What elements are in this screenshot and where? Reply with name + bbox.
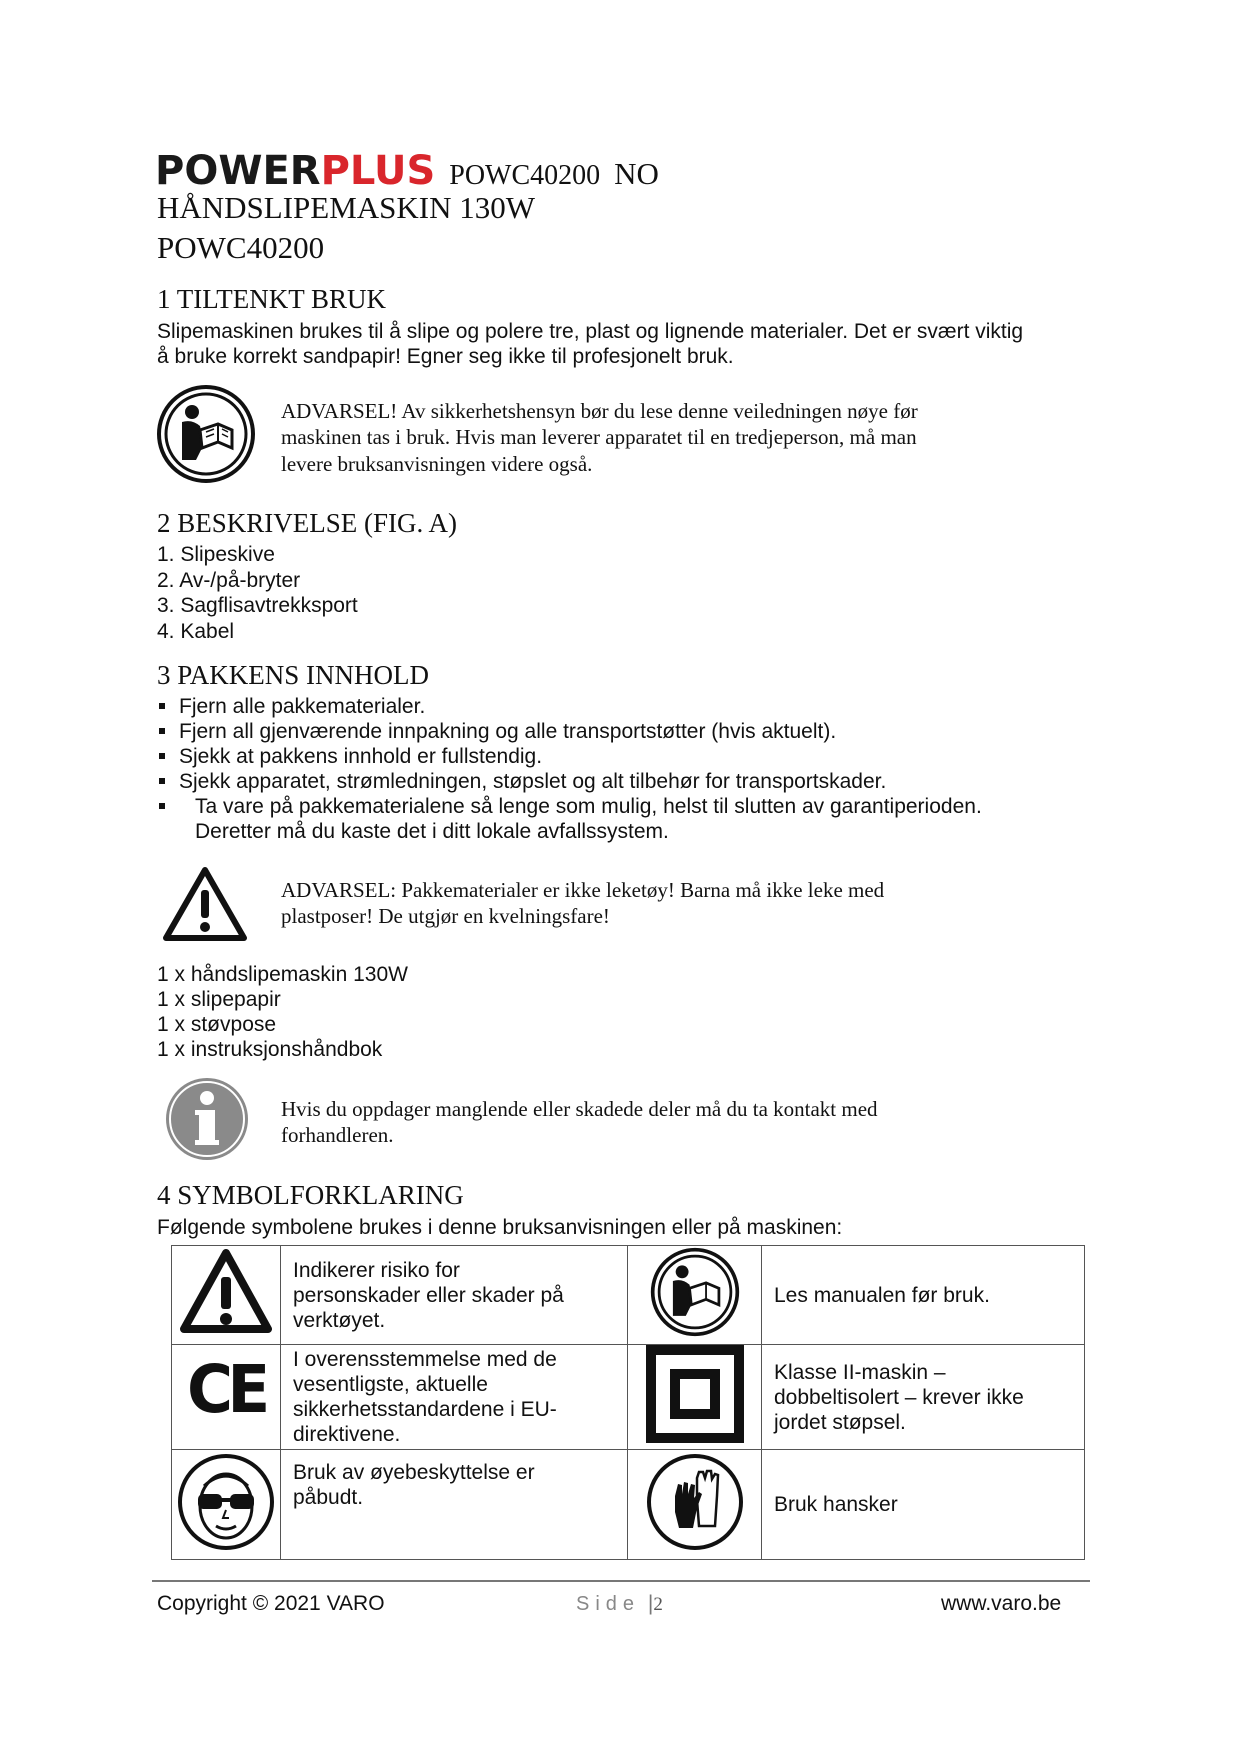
symbol-description: Les manualen før bruk. — [774, 1283, 990, 1307]
symbol-description: sikkerhetsstandardene i EU- — [293, 1398, 557, 1421]
warning-packaging-line2: plastposer! De utgjør en kvelningsfare! — [281, 904, 610, 928]
warning-triangle-icon — [178, 1319, 274, 1342]
list-item: 1 x instruksjonshåndbok — [157, 1038, 383, 1061]
symbols-intro: Følgende symbolene brukes i denne bruksanvisningen eller på maskinen: — [157, 1216, 843, 1239]
footer-copyright: Copyright © 2021 VARO — [157, 1592, 385, 1615]
symbol-description: Bruk hansker — [774, 1493, 898, 1516]
intended-use-text-line1: Slipemaskinen brukes til å slipe og polere tre, plast og lignende materialer. Det er svært viktig — [157, 320, 1024, 343]
model-number: POWC40200 — [449, 160, 601, 191]
double-insulated-icon — [646, 1425, 744, 1448]
warning-read-manual-line3: levere bruksanvisningen videre også. — [281, 452, 593, 476]
list-item: 1 x håndslipemaskin 130W — [157, 963, 408, 986]
footer-divider — [152, 1580, 1090, 1582]
warning-packaging-line1: ADVARSEL: Pakkematerialer er ikke leketøy! Barna må ikke leke med — [281, 878, 885, 902]
symbol-description: jordet støpsel. — [774, 1410, 906, 1434]
description-list — [157, 542, 358, 644]
read-manual-icon — [156, 384, 256, 489]
product-model-title: POWC40200 — [157, 230, 325, 265]
symbol-description: personskader eller skader på — [293, 1283, 564, 1307]
footer-website: www.varo.be — [941, 1592, 1062, 1615]
list-item: 4. Kabel — [157, 619, 235, 643]
ce-mark-icon: CE — [187, 1350, 265, 1428]
list-item: Ta vare på pakkematerialene så lenge som mulig, helst til slutten av garantiperioden. Deretter må du kaste det i ditt lokale avfallssystem. — [157, 794, 1097, 844]
list-item: 1 x slipepapir — [157, 988, 281, 1011]
info-icon — [164, 1076, 250, 1167]
list-item: 1 x støvpose — [157, 1013, 277, 1036]
section-heading-description: 2 BESKRIVELSE (FIG. A) — [157, 508, 458, 538]
list-item: Fjern all gjenværende innpakning og alle transportstøtter (hvis aktuelt). — [157, 719, 1097, 744]
symbol-description: verktøyet. — [293, 1308, 386, 1332]
info-missing-parts-line2: forhandleren. — [281, 1123, 394, 1147]
warning-read-manual-line2: maskinen tas i bruk. Hvis man leverer apparatet til en tredjeperson, må man — [281, 425, 917, 449]
symbol-description: Klasse II-maskin – — [774, 1360, 946, 1384]
symbols-table — [171, 1245, 1085, 1560]
list-item: 1. Slipeskive — [157, 543, 275, 566]
warning-triangle-icon — [162, 866, 248, 947]
footer-page-number: Side |2 — [576, 1592, 663, 1615]
section-heading-symbols: 4 SYMBOLFORKLARING — [157, 1180, 464, 1210]
list-item: Sjekk at pakkens innhold er fullstendig. — [157, 744, 1097, 769]
warning-read-manual-line1: ADVARSEL! Av sikkerhetshensyn bør du lese denne veiledningen nøye før — [281, 399, 918, 423]
info-missing-parts-line1: Hvis du oppdager manglende eller skadede deler må du ta kontakt med — [281, 1097, 878, 1121]
table-row — [172, 1246, 1085, 1345]
list-item: 2. Av-/på-bryter — [157, 568, 301, 592]
intended-use-text-line2: å bruke korrekt sandpapir! Egner seg ikke til profesjonelt bruk. — [157, 345, 734, 368]
symbol-description: I overensstemmelse med de — [293, 1348, 557, 1371]
symbol-description: dobbeltisolert – krever ikke — [774, 1385, 1024, 1409]
table-row — [172, 1345, 1085, 1450]
list-item: Sjekk apparatet, strømledningen, støpslet og alt tilbehør for transportskader. — [157, 769, 1097, 794]
symbol-description: Indikerer risiko for — [293, 1258, 460, 1282]
list-item: 3. Sagflisavtrekksport — [157, 594, 358, 617]
product-title: HÅNDSLIPEMASKIN 130W — [157, 190, 536, 225]
symbol-description: direktivene. — [293, 1423, 401, 1446]
brand-logo: POWERPLUS — [155, 148, 436, 194]
package-contents-list — [157, 962, 408, 1062]
symbol-description: Bruk av øyebeskyttelse er — [293, 1461, 535, 1484]
symbol-description: påbudt. — [293, 1486, 364, 1509]
page-label: Side — [576, 1593, 641, 1615]
unpacking-list — [157, 694, 1097, 844]
list-item: Fjern alle pakkematerialer. — [157, 694, 1097, 719]
section-heading-intended-use: 1 TILTENKT BRUK — [157, 284, 387, 314]
gloves-icon — [645, 1534, 745, 1557]
section-heading-package-contents: 3 PAKKENS INNHOLD — [157, 660, 430, 690]
language-code: NO — [614, 156, 659, 191]
eye-protection-icon — [176, 1534, 276, 1557]
read-manual-icon — [645, 1320, 745, 1343]
table-row — [172, 1450, 1085, 1560]
symbol-description: vesentligste, aktuelle — [293, 1373, 488, 1396]
